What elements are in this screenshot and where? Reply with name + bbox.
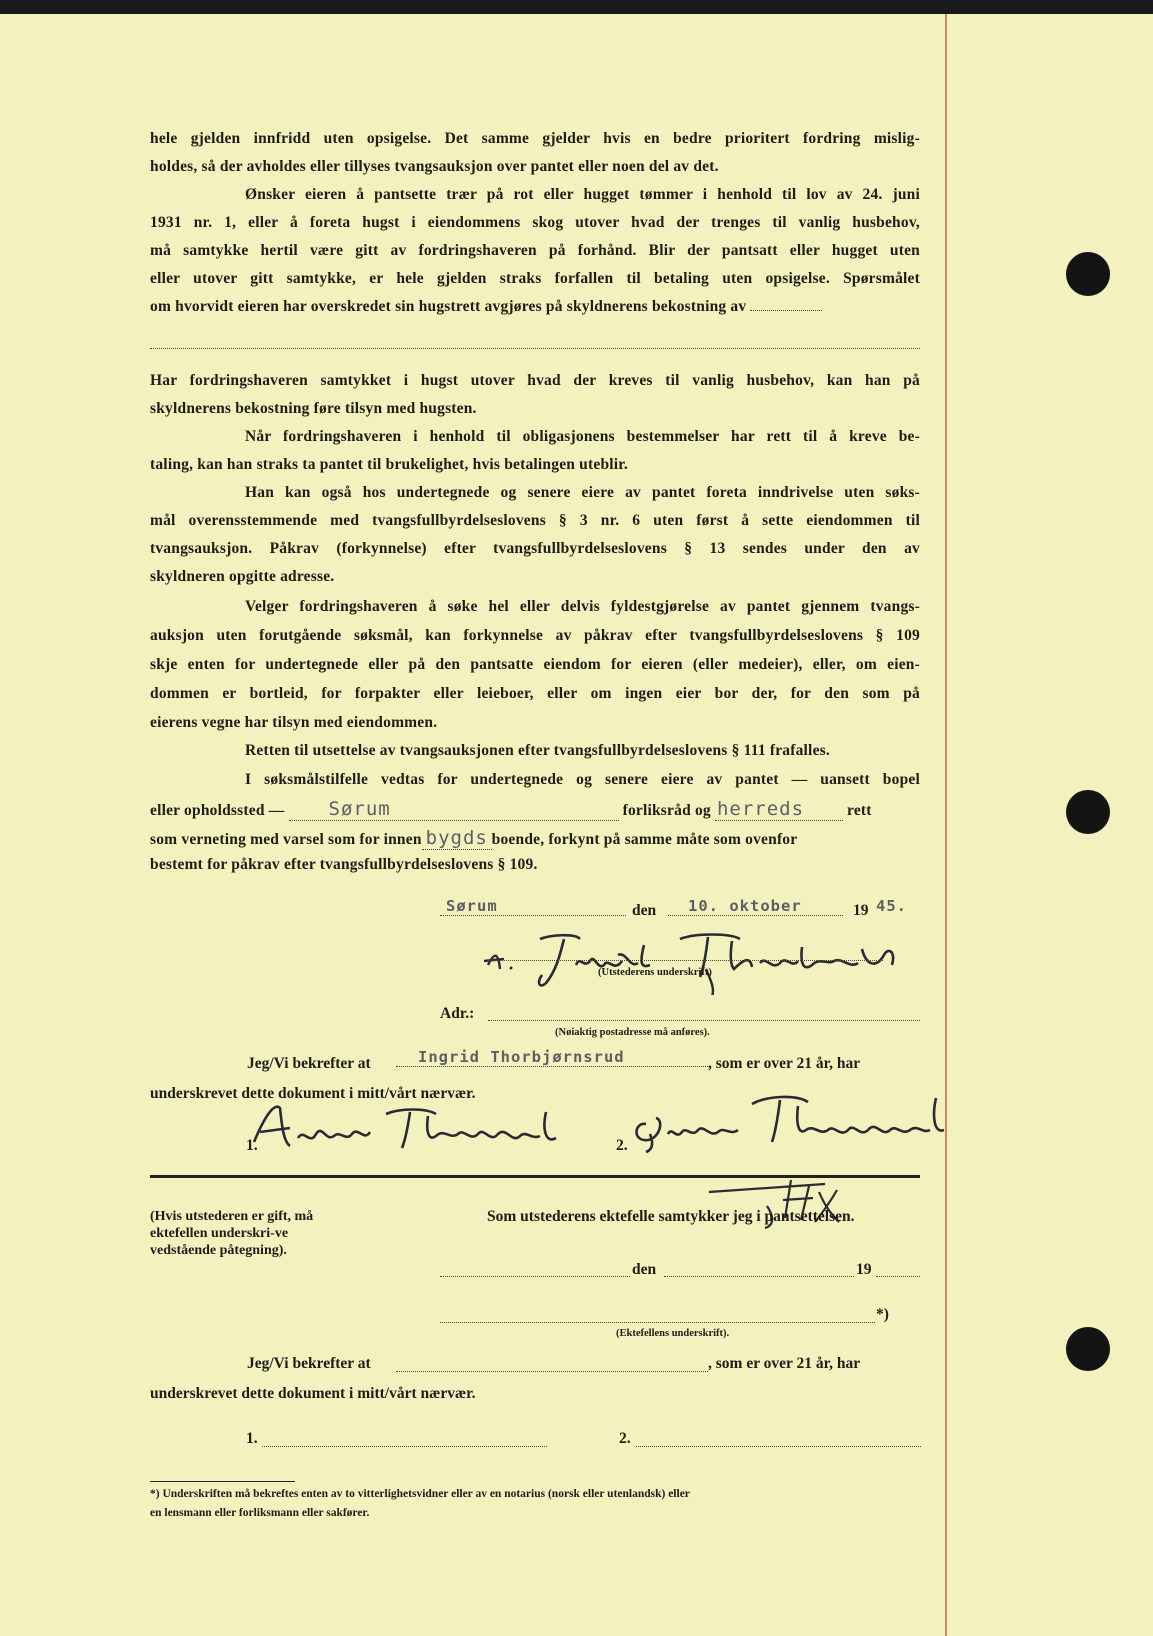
text-line: Når fordringshaveren i henhold til obligasjonens bestemmelser har rett til å kreve be- — [245, 428, 920, 445]
text-line: auksjon uten forutgående søksmål, kan forkynnelse av påkrav efter tvangsfullbyrdelseslovens § 109 — [150, 627, 920, 644]
confirm-label: Jeg/Vi bekrefter at — [247, 1055, 371, 1072]
text-line: dommen er bortleid, for forpakter eller leieboer, eller om ingen eier bor der, for den som på — [150, 685, 920, 702]
text-line: eierens vegne har tilsyn med eiendommen. — [150, 714, 438, 731]
spouse-den-label: den — [632, 1261, 657, 1278]
place-field: Sørum — [440, 897, 626, 916]
punch-hole — [1066, 252, 1110, 296]
witness-number: 1. — [246, 1137, 258, 1154]
confirm-label: , som er over 21 år, har — [708, 1055, 861, 1072]
year-prefix: 19 — [853, 902, 869, 919]
footnote-line: en lensmann eller forliksmann eller sakfører. — [150, 1507, 370, 1519]
venue-place-field: Sørum — [289, 798, 619, 821]
text-line: holdes, så der avholdes eller tillyses tvangsauksjon over pantet eller noen del av det. — [150, 158, 719, 175]
text-line: må samtykke hertil være gitt av fordringshaveren på forhånd. Blir der pantsatt eller hugget uten — [150, 242, 920, 259]
postal-note: (Nøiaktig postadresse må anføres). — [555, 1027, 710, 1038]
footnote-line: *) Underskriften må bekreftes enten av to vitterlighetsvidner eller av en notarius (norsk eller utenlandsk) eller — [150, 1488, 690, 1500]
spouse-consent: Som utstederens ektefelle samtykker jeg i pantsettelsen. — [487, 1208, 855, 1225]
issuer-signature-caption: (Utstederens underskrift) — [598, 967, 712, 978]
text-line: I søksmålstilfelle vedtas for undertegnede og senere eiere av pantet — uansett bopel — [245, 771, 920, 788]
text-line: eller utover gitt samtykke, er hele gjelden straks forfallen til betaling uten opsigelse. Spørsmålet — [150, 270, 920, 287]
witness2-line — [636, 1446, 921, 1447]
text-line: 1931 nr. 1, eller å foreta hugst i eiendommens skog utover hvad der trenges til vanlig husbehov, — [150, 214, 920, 231]
confirm2-label: , som er over 21 år, har — [708, 1355, 861, 1372]
spouse-signature-caption: (Ektefellens underskrift). — [616, 1328, 730, 1339]
address-field — [488, 1020, 920, 1021]
venue-line — [150, 827, 920, 850]
confirm-label: underskrevet dette dokument i mitt/vårt nærvær. — [150, 1085, 476, 1102]
text-line: bestemt for påkrav efter tvangsfullbyrdelseslovens § 109. — [150, 856, 538, 873]
text-segment: eller opholdssted — — [150, 802, 285, 819]
spouse-year-prefix: 19 — [856, 1261, 872, 1278]
scan-top-border — [0, 0, 1153, 14]
confirm2-name-field — [396, 1371, 708, 1372]
spouse-date-field — [664, 1276, 854, 1277]
text-line: tvangsauksjon. Påkrav (forkynnelse) efter tvangsfullbyrdelseslovens § 13 sendes under den av — [150, 540, 920, 557]
witness2-signature — [632, 1090, 962, 1156]
text-line: skyldnerens bekostning føre tilsyn med hugsten. — [150, 400, 477, 417]
text-line: Velger fordringshaveren å søke hel eller delvis fyldestgjørelse av pantet gjennem tvangs- — [245, 598, 920, 615]
text-segment: rett — [847, 802, 872, 819]
date-field: 10. oktober — [668, 897, 843, 916]
venue-line — [150, 798, 920, 821]
witness-number: 1. — [246, 1430, 258, 1447]
blank-line — [150, 348, 920, 349]
footnote-marker: *) — [876, 1306, 889, 1323]
witness1-line — [262, 1446, 547, 1447]
text-line: mål overensstemmende med tvangsfullbyrdelseslovens § 3 nr. 6 uten først å sette eiendommen til — [150, 512, 920, 529]
witness-of-field: Ingrid Thorbjørnsrud — [396, 1048, 708, 1067]
punch-hole — [1066, 1327, 1110, 1371]
text-line: skyldneren opgitte adresse. — [150, 568, 335, 585]
footnote-rule — [150, 1481, 295, 1482]
text-segment: forliksråd og — [622, 802, 711, 819]
text-line: hele gjelden innfridd uten opsigelse. Det samme gjelder hvis en bedre prioritert fordring mislig- — [150, 130, 920, 147]
witness-number: 2. — [619, 1430, 631, 1447]
blank-field — [750, 310, 822, 311]
confirm2-label: underskrevet dette dokument i mitt/vårt nærvær. — [150, 1385, 476, 1402]
text-segment: boende, forkynt på samme måte som ovenfor — [491, 831, 798, 848]
spouse-note: (Hvis utstederen er gift, må ektefellen underskri-ve vedstående påtegning). — [150, 1209, 314, 1258]
text-segment: som verneting med varsel som for innen — [150, 831, 422, 848]
text-line: Ønsker eieren å pantsette trær på rot eller hugget tømmer i henhold til lov av 24. juni — [245, 186, 920, 203]
text-segment: om hvorvidt eieren har overskredet sin hugstrett avgjøres på skyldnerens bekostning av — [150, 298, 747, 315]
witness1-signature — [250, 1098, 600, 1158]
spouse-signature-line — [440, 1322, 875, 1323]
signature-line — [488, 960, 883, 961]
margin-line — [945, 14, 947, 1636]
spouse-year-field — [876, 1276, 920, 1277]
text-line — [150, 298, 920, 316]
text-line: Han kan også hos undertegnede og senere eiere av pantet foreta inndrivelse uten søks- — [245, 484, 920, 501]
den-label: den — [632, 902, 657, 919]
confirm2-label: Jeg/Vi bekrefter at — [247, 1355, 371, 1372]
witness-number: 2. — [616, 1137, 628, 1154]
punch-hole — [1066, 790, 1110, 834]
text-line: skje enten for undertegnede eller på den pantsatte eiendom for eieren (eller medeier), eller, om eien- — [150, 656, 920, 673]
text-line: Retten til utsettelse av tvangsauksjonen efter tvangsfullbyrdelseslovens § 111 frafalles. — [245, 742, 830, 759]
court-field: herreds — [715, 798, 843, 821]
year-field: 45. — [876, 897, 907, 915]
address-label: Adr.: — [440, 1005, 475, 1022]
text-line: taling, kan han straks ta pantet til brukelighet, hvis betalingen uteblir. — [150, 456, 629, 473]
area-field: bygds — [422, 827, 492, 850]
spouse-place-field — [440, 1276, 630, 1277]
text-line: Har fordringshaveren samtykket i hugst utover hvad der kreves til vanlig husbehov, kan han på — [150, 372, 920, 389]
